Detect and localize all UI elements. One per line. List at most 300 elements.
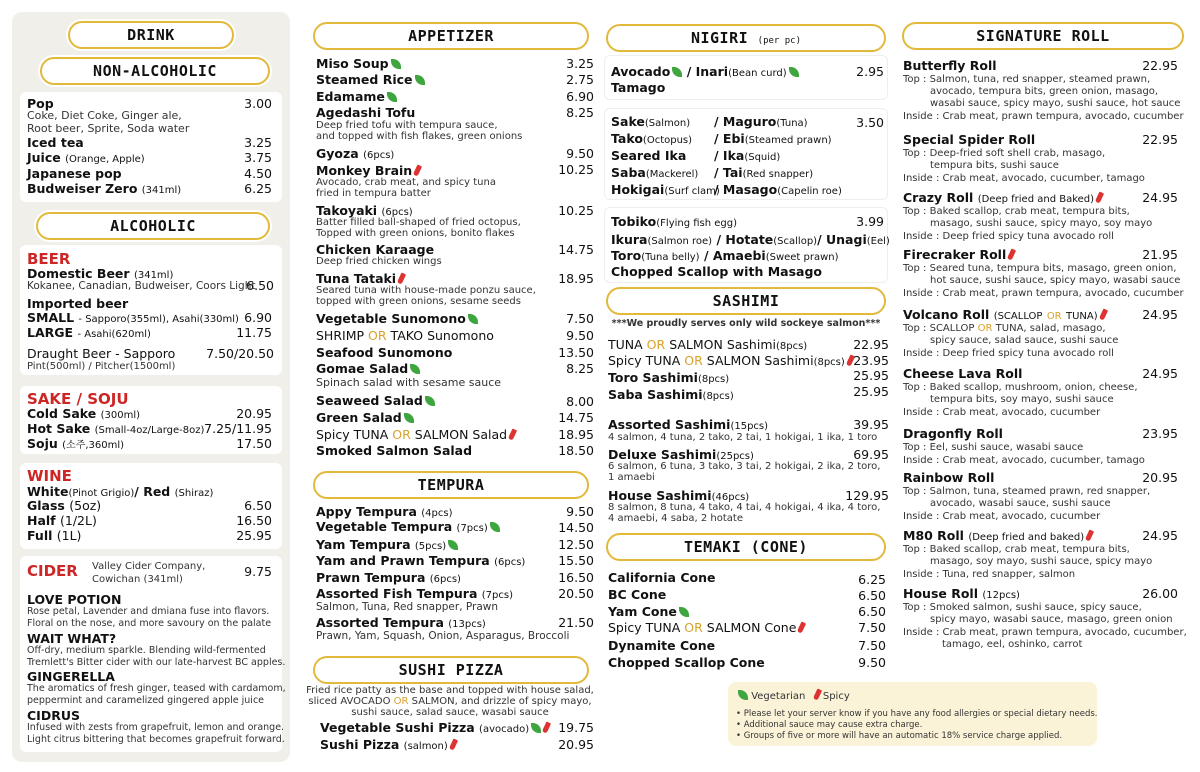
avocado-text: sliced AVOCADO: [308, 696, 391, 707]
signature-roll-top-2: tempura bits, sushi sauce: [930, 160, 1059, 171]
appy-tempura-price: 9.50: [566, 504, 594, 519]
signature-roll-price: 24.95: [1142, 307, 1178, 322]
signature-roll-top-2: hot sauce, sushi sauce, spicy mayo, wasabi sauce: [930, 275, 1181, 286]
budweiser-zero-label: Budweiser Zero: [27, 181, 138, 196]
yam-tempura-price: 12.50: [558, 537, 594, 552]
nigiri-row-2-note2: (Steamed prawn): [744, 135, 832, 146]
yam-prawn-tempura: [316, 553, 525, 570]
nigiri-row-5-right: [714, 182, 842, 199]
signature-roll-inside: Inside : Deep fried spicy tuna avocado roll: [903, 348, 1114, 359]
prawn-tempura: [316, 570, 461, 587]
vegetable-sunomono-name: Vegetable Sunomono: [316, 311, 466, 326]
nigiri-row-5-left: [611, 182, 720, 199]
large-beer-price: 11.75: [236, 325, 272, 340]
signature-roll-item: [903, 190, 1102, 207]
green-salad-price: 14.75: [558, 410, 594, 425]
chicken-karaage-name: Chicken Karaage: [316, 242, 435, 257]
nigiri-avocado-inari: [611, 64, 799, 81]
assorted-tempura-desc: Prawn, Yam, Squash, Onion, Asparagus, Broccoli: [316, 630, 570, 642]
small-beer-label: SMALL: [27, 310, 75, 325]
small-beer-desc: - Sapporo(355ml), Asahi(330ml): [78, 314, 239, 325]
assorted-fish-tempura-desc: Salmon, Tuna, Red snapper, Prawn: [316, 601, 499, 613]
gomae-salad-price: 8.25: [566, 361, 594, 376]
yam-prawn-tempura-name: Yam and Prawn Tempura: [316, 553, 490, 568]
note-allergy: • Please let your server know if you have any food allergies or special dietary needs.: [736, 709, 1098, 719]
or-label: OR: [684, 353, 703, 368]
nigiri-row-4-name2: / Tai: [714, 165, 743, 180]
domestic-beer-desc: Kokanee, Canadian, Budweiser, Coors Light: [27, 280, 256, 292]
nigiri-row-1-right: [714, 114, 808, 131]
saba-sashimi-name: Saba Sashimi: [608, 387, 703, 402]
cider-heading: CIDER: [27, 562, 78, 580]
monkey-brain-desc-2: fried in tempura batter: [316, 188, 431, 199]
spicy-tuna-label: Spicy TUNA: [608, 353, 681, 368]
signature-roll-price: 24.95: [1142, 366, 1178, 381]
house-sashimi-price: 129.95: [845, 488, 889, 503]
vegetarian-leaf-icon: [410, 364, 420, 374]
signature-roll-top-1: Top : Salmon, tuna, red snapper, steamed prawn,: [903, 74, 1151, 85]
juice-name: [27, 150, 145, 167]
nigiri-row-4-name: Saba: [611, 165, 646, 180]
nigiri-row-4-note: (Mackerel): [645, 169, 699, 180]
signature-roll-item: [903, 58, 997, 73]
nigiri-row-2-right: [714, 131, 832, 148]
gomae-salad-name: Gomae Salad: [316, 361, 409, 376]
vegetarian-leaf-icon: [490, 522, 500, 532]
dynamite-cone-price: 7.50: [858, 638, 886, 653]
salmon-salad-label: SALMON Salad: [414, 427, 508, 442]
nigiri-group-2-price: 3.50: [856, 115, 884, 130]
assorted-sashimi-name: Assorted Sashimi: [608, 417, 731, 432]
assorted-sashimi-desc: 4 salmon, 4 tuna, 2 tako, 2 tai, 1 hokigai, 1 ika, 1 toro: [608, 432, 878, 443]
signature-roll-name: Firecraker Roll: [903, 247, 1007, 262]
signature-roll-name: Crazy Roll: [903, 190, 974, 205]
temaki-title: TEMAKI (CONE): [606, 533, 886, 561]
domestic-beer-price: 6.50: [246, 278, 274, 293]
bc-cone-name: BC Cone: [608, 587, 667, 602]
smoked-salmon-salad-name: Smoked Salmon Salad: [316, 443, 473, 458]
or-label: OR: [392, 427, 411, 442]
chopped-scallop-cone-price: 9.50: [858, 655, 886, 670]
signature-roll-inside-2: tamago, eel, oshinko, carrot: [942, 639, 1083, 650]
vegetable-sushi-pizza: [320, 720, 549, 737]
signature-roll-top-3: wasabi sauce, spicy mayo, sushi sauce, hot sauce: [930, 98, 1181, 109]
agedashi-tofu-price: 8.25: [566, 105, 594, 120]
signature-roll-note: (Deep fried and baked): [968, 532, 1085, 543]
appy-tempura-name: Appy Tempura: [316, 504, 417, 519]
amaebi-note: (Sweet prawn): [765, 252, 839, 263]
nigiri-row-5-note: (Surf clam): [664, 186, 720, 197]
signature-roll-item: [903, 366, 1022, 381]
signature-roll-inside: Inside : Crab meat, avocado, cucumber: [903, 511, 1101, 522]
signature-roll-name: Special Spider Roll: [903, 132, 1036, 147]
signature-roll-top-1: Top : Smoked salmon, sushi sauce, spicy sauce,: [903, 602, 1142, 613]
spicy-tuna-salmon-salad-price: 18.95: [558, 427, 594, 442]
vegetarian-leaf-icon: [404, 413, 414, 423]
yam-tempura: [316, 537, 458, 554]
ikura-hotate-unagi: [611, 232, 890, 249]
full-label: Full: [27, 528, 53, 543]
vegetable-sushi-pizza-name: Vegetable Sushi Pizza: [320, 720, 475, 735]
deluxe-sashimi-desc-2: 1 amaebi: [608, 472, 655, 483]
ikura-label: Ikura: [611, 232, 648, 247]
sushi-pizza-desc-1: Fried rice patty as the base and topped with house salad,: [306, 685, 594, 696]
spicy-tuna-salmon-cone-price: 7.50: [858, 620, 886, 635]
tako-sunomono-label: TAKO Sunomono: [390, 328, 494, 343]
signature-roll-top-1: Top : Baked scallop, crab meat, tempura bits,: [903, 206, 1130, 217]
appetizer-title: APPETIZER: [313, 22, 589, 50]
red-label: / Red: [134, 484, 171, 499]
red-note: (Shiraz): [174, 488, 214, 499]
signature-roll-top-1: Top : Baked scallop, crab meat, tempura bits,: [903, 544, 1130, 555]
soju-label: Soju: [27, 436, 58, 451]
signature-roll-inside: Inside : Crab meat, avocado, cucumber, tamago: [903, 455, 1145, 466]
half-label: Half: [27, 513, 56, 528]
nigiri-row-1-note: (Salmon): [644, 118, 691, 129]
appetizer-green-salad: [316, 410, 414, 425]
half-name: [27, 513, 97, 528]
signature-roll-item: [903, 586, 1020, 603]
pop-name: Pop: [27, 96, 54, 111]
appy-tempura-note: (4pcs): [421, 508, 453, 519]
shrimp-label: SHRIMP: [316, 328, 365, 343]
tempura-title: TEMPURA: [313, 471, 589, 499]
signature-roll-name: Volcano Roll: [903, 307, 990, 322]
prawn-tempura-name: Prawn Tempura: [316, 570, 426, 585]
large-beer-desc: - Asahi(620ml): [77, 329, 151, 340]
large-beer-name: [27, 325, 151, 342]
vegetarian-leaf-icon: [387, 92, 397, 102]
tamago-label: Tamago: [611, 80, 666, 95]
glass-name: [27, 498, 101, 513]
shrimp-tako-sunomono-price: 9.50: [566, 328, 594, 343]
saba-sashimi: [608, 387, 734, 404]
signature-roll-note: (Deep fried and Baked): [977, 194, 1095, 205]
signature-roll-item: [903, 528, 1092, 545]
white-label: White: [27, 484, 69, 499]
salmon-cone-label: SALMON Cone: [706, 620, 797, 635]
imported-beer-heading: Imported beer: [27, 296, 129, 311]
legend: [736, 689, 850, 703]
signature-roll-top-2: spicy mayo, wasabi sauce, masago, green onion: [930, 614, 1173, 625]
signature-roll-name: M80 Roll: [903, 528, 964, 543]
hotate-label: / Hotate: [716, 232, 774, 247]
hot-sake-note: (Small-4oz/Large-8oz): [94, 425, 205, 436]
top-a: Top : SCALLOP: [903, 323, 975, 334]
cold-sake-label: Cold Sake: [27, 406, 97, 421]
seaweed-salad-name: Seaweed Salad: [316, 393, 423, 408]
signature-roll-note: (12pcs): [982, 590, 1020, 601]
agedashi-tofu-name: Agedashi Tofu: [316, 105, 416, 120]
appetizer-vegetable-sunomono: [316, 311, 478, 326]
tuna-tataki-price: 18.95: [558, 271, 594, 286]
steamed-rice-price: 2.75: [566, 72, 594, 87]
cider-desc-love-potion-1: Rose petal, Lavender and dmiana fuse into flavors.: [27, 606, 270, 617]
signature-roll-top-1: Top : Salmon, tuna, steamed prawn, red snapper,: [903, 486, 1151, 497]
nigiri-row-5-note2: (Capelin roe): [777, 186, 842, 197]
toro-note: (Tuna belly): [641, 252, 700, 263]
spicy-chili-icon: [508, 428, 517, 440]
spicy-chili-icon: [397, 272, 406, 284]
cider-name-love-potion: LOVE POTION: [27, 592, 122, 607]
soju-price: 17.50: [236, 436, 272, 451]
signature-roll-price: 22.95: [1142, 58, 1178, 73]
tobiko: [611, 214, 737, 231]
budweiser-zero-price: 6.25: [244, 181, 272, 196]
draught-beer-name: Draught Beer - Sapporo: [27, 346, 176, 361]
nigiri-row-4-note2: (Red snapper): [742, 169, 814, 180]
nigiri-row-2-name: Tako: [611, 131, 643, 146]
takoyaki-name: Takoyaki: [316, 203, 378, 218]
full-note: (1L): [56, 528, 82, 543]
nigiri-row-5-name2: / Masago: [714, 182, 778, 197]
tobiko-price: 3.99: [856, 214, 884, 229]
soju-note: (소주,360ml): [62, 440, 125, 451]
appetizer-miso-soup: [316, 56, 401, 71]
deluxe-sashimi-name: Deluxe Sashimi: [608, 447, 717, 462]
sushi-pizza-desc-3: sushi sauce, salad sauce, wasabi sauce: [351, 707, 549, 718]
gyoza-price: 9.50: [566, 146, 594, 161]
signature-roll-top-2: avocado, wasabi sauce, sushi sauce: [930, 498, 1111, 509]
dynamite-cone-name: Dynamite Cone: [608, 638, 716, 653]
miso-soup-price: 3.25: [566, 56, 594, 71]
cider-desc-wait-what-1: Off-dry, medium sparkle. Blending wild-fermented: [27, 645, 266, 656]
domestic-beer-note: (341ml): [133, 270, 174, 281]
appetizer-seaweed-salad: [316, 393, 435, 408]
appetizer-gomae-salad: [316, 361, 420, 376]
nigiri-row-3-name: Seared Ika: [611, 148, 687, 163]
juice-label: Juice: [27, 150, 61, 165]
assorted-tempura-note: (13pcs): [448, 619, 486, 630]
vegetarian-leaf-icon: [789, 67, 799, 77]
chopped-scallop-masago: Chopped Scallop with Masago: [611, 264, 822, 279]
sushi-pizza: [320, 737, 456, 754]
pop-price: 3.00: [244, 96, 272, 111]
tuna-label: TUNA: [608, 337, 643, 352]
takoyaki-desc-1: Batter filled ball-shaped of fried octopus,: [316, 217, 521, 228]
signature-roll-note-2: TUNA): [1066, 311, 1098, 322]
assorted-tempura-name: Assorted Tempura: [316, 615, 444, 630]
tuna-salmon-sashimi: [608, 337, 807, 354]
vegetarian-leaf-icon: [672, 67, 682, 77]
gyoza-note: (6pcs): [363, 150, 395, 161]
takoyaki-note: (6pcs): [381, 207, 413, 218]
budweiser-zero-note: (341ml): [141, 185, 182, 196]
hotate-note: (Scallop): [773, 236, 818, 247]
half-price: 16.50: [236, 513, 272, 528]
white-note: (Pinot Grigio): [68, 488, 135, 499]
juice-price: 3.75: [244, 150, 272, 165]
signature-roll-name: Butterfly Roll: [903, 58, 997, 73]
signature-roll-top-1: Top : Seared tuna, tempura bits, masago, green onion,: [903, 263, 1177, 274]
tuna-tataki-desc-1: Seared tuna with house-made ponzu sauce,: [316, 285, 536, 296]
cider-name-wait-what: WAIT WHAT?: [27, 631, 117, 646]
nigiri-row-2-note: (Octopus): [642, 135, 693, 146]
nigiri-row-5-name: Hokigai: [611, 182, 665, 197]
signature-roll-name: House Roll: [903, 586, 978, 601]
signature-roll-price: 26.00: [1142, 586, 1178, 601]
drink-title: DRINK: [68, 21, 234, 49]
agedashi-tofu-desc-2: and topped with fish flakes, green onions: [316, 131, 523, 142]
house-sashimi-note: (46pcs): [711, 492, 750, 503]
nigiri-row-3-note2: (Squid): [744, 152, 781, 163]
nigiri-group-1-price: 2.95: [856, 64, 884, 79]
note-service-charge: • Groups of five or more will have an automatic 18% service charge applied.: [736, 731, 1063, 741]
note-service-charge-text: Groups of five or more will have an automatic 18% service charge applied.: [743, 731, 1063, 741]
signature-roll-inside: Inside : Crab meat, prawn tempura, avocado, cucumber,: [903, 627, 1187, 638]
signature-roll-top-2: masago, soy mayo, sushi sauce, spicy mayo: [930, 556, 1153, 567]
draught-beer-desc: Pint(500ml) / Pitcher(1500ml): [27, 361, 176, 372]
toro-sashimi-note: (8pcs): [697, 374, 730, 385]
or-label: OR: [1046, 311, 1062, 322]
salmon-sashimi-label: SALMON Sashimi: [669, 337, 776, 352]
saba-sashimi-note: (8pcs): [702, 391, 734, 402]
nigiri-row-3-right: [714, 148, 780, 165]
chicken-karaage-price: 14.75: [558, 242, 594, 257]
takoyaki-price: 10.25: [558, 203, 594, 218]
signature-roll-name: Rainbow Roll: [903, 470, 995, 485]
japanese-pop-price: 4.50: [244, 166, 272, 181]
prawn-tempura-price: 16.50: [558, 570, 594, 585]
signature-roll-inside: Inside : Crab meat, avocado, cucumber, tamago: [903, 173, 1145, 184]
glass-price: 6.50: [244, 498, 272, 513]
cold-sake-price: 20.95: [236, 406, 272, 421]
nigiri-label: NIGIRI: [690, 29, 749, 47]
vegetarian-leaf-icon: [738, 690, 748, 700]
note-sauce-text: Additional sauce may cause extra charge.: [743, 720, 923, 730]
tuna-salmon-sashimi-note: (8pcs): [775, 341, 808, 352]
non-alcoholic-title: NON-ALCOHOLIC: [40, 57, 270, 85]
vegetarian-leaf-icon: [468, 314, 478, 324]
cider-name-cidrus: CIDRUS: [27, 708, 80, 723]
assorted-fish-tempura-name: Assorted Fish Tempura: [316, 586, 478, 601]
chicken-karaage-desc: Deep fried chicken wings: [316, 256, 442, 267]
salmon-sashimi-label: SALMON Sashimi: [706, 353, 814, 368]
sushi-pizza-price: 20.95: [558, 737, 594, 752]
prawn-tempura-note: (6pcs): [429, 574, 461, 585]
gomae-salad-desc: Spinach salad with sesame sauce: [316, 376, 502, 389]
legend-vegetarian: Vegetarian: [751, 691, 806, 702]
appetizer-tuna-tataki: [316, 271, 404, 286]
inari-label: / Inari: [686, 64, 729, 79]
ikura-note: (Salmon roe): [647, 236, 713, 247]
vegetarian-leaf-icon: [425, 396, 435, 406]
signature-roll-top-1: Top : Eel, sushi sauce, wasabi sauce: [903, 442, 1084, 453]
nigiri-row-1-name: Sake: [611, 114, 645, 129]
deluxe-sashimi-price: 69.95: [853, 447, 889, 462]
tobiko-name: Tobiko: [611, 214, 657, 229]
miso-soup-name: Miso Soup: [316, 56, 389, 71]
spicy-chili-icon: [813, 688, 822, 700]
juice-note: (Orange, Apple): [65, 154, 145, 165]
cider-desc-1: Valley Cider Company,: [92, 561, 206, 572]
signature-roll-item: [903, 426, 1003, 441]
cider-desc-love-potion-2: Floral on the nose, and more savoury on the palate: [27, 618, 272, 629]
toro-sashimi-name: Toro Sashimi: [608, 370, 698, 385]
amaebi-label: / Amaebi: [703, 248, 766, 263]
vegetable-sushi-pizza-price: 19.75: [558, 720, 594, 735]
signature-roll-name: Dragonfly Roll: [903, 426, 1003, 441]
nigiri-row-2-name2: / Ebi: [714, 131, 745, 146]
deluxe-sashimi-desc-1: 6 salmon, 6 tuna, 3 tako, 3 tai, 2 hokigai, 2 ika, 2 toro,: [608, 461, 881, 472]
bc-cone-price: 6.50: [858, 588, 886, 603]
cider-price: 9.75: [244, 564, 272, 579]
signature-roll-name: Cheese Lava Roll: [903, 366, 1023, 381]
monkey-brain-desc-1: Avocado, crab meat, and spicy tuna: [316, 177, 496, 188]
appetizer-gyoza: [316, 146, 394, 163]
signature-roll-top-1: [903, 323, 1106, 335]
signature-roll-note: (SCALLOP: [993, 311, 1043, 322]
yam-prawn-tempura-price: 15.50: [558, 553, 594, 568]
toro-sashimi: [608, 370, 729, 387]
steamed-rice-name: Steamed Rice: [316, 72, 413, 87]
signature-roll-price: 21.95: [1142, 247, 1178, 262]
vegetable-sushi-pizza-note: (avocado): [479, 724, 530, 735]
signature-roll-price: 20.95: [1142, 470, 1178, 485]
monkey-brain-price: 10.25: [558, 162, 594, 177]
iced-tea-name: Iced tea: [27, 135, 84, 150]
saba-sashimi-price: 25.95: [853, 384, 889, 399]
cider-name-gingerella: GINGERELLA: [27, 669, 115, 684]
assorted-sashimi-price: 39.95: [853, 417, 889, 432]
vegetable-sunomono-price: 7.50: [566, 311, 594, 326]
pop-desc-1: Coke, Diet Coke, Ginger ale,: [27, 109, 182, 122]
cold-sake-note: (300ml): [100, 410, 141, 421]
monkey-brain-name: Monkey Brain: [316, 163, 413, 178]
sashimi-subtitle: ***We proudly serves only wild sockeye salmon***: [611, 318, 881, 329]
agedashi-tofu-desc-1: Deep fried tofu with tempura sauce,: [316, 120, 498, 131]
wine-heading: WINE: [27, 467, 72, 485]
half-note: (1/2L): [59, 513, 97, 528]
glass-label: Glass: [27, 498, 65, 513]
nigiri-row-4-right: [714, 165, 813, 182]
signature-roll-top-1: Top : Deep-fried soft shell crab, masago,: [903, 148, 1106, 159]
signature-roll-price: 22.95: [1142, 132, 1178, 147]
note-allergy-text: Please let your server know if you have any food allergies or special dietary needs.: [743, 709, 1098, 719]
sushi-pizza-name: Sushi Pizza: [320, 737, 400, 752]
note-sauce: • Additional sauce may cause extra charge.: [736, 720, 923, 730]
appetizer-shrimp-tako-sunomono: [316, 328, 494, 343]
spicy-chili-icon: [1085, 529, 1094, 541]
toro-label: Toro: [611, 248, 642, 263]
assorted-sashimi-note: (15pcs): [730, 421, 769, 432]
pop-desc-2: Root beer, Sprite, Soda water: [27, 122, 190, 135]
budweiser-zero-name: [27, 181, 181, 198]
signature-roll-inside: Inside : Crab meat, prawn tempura, avocado, cucumber: [903, 288, 1184, 299]
vegetarian-leaf-icon: [415, 75, 425, 85]
draught-beer-price: 7.50/20.50: [206, 346, 274, 361]
vegetable-tempura-name: Vegetable Tempura: [316, 519, 453, 534]
spicy-chili-icon: [797, 621, 806, 633]
nigiri-row-2-left: [611, 131, 692, 148]
tuna-tataki-name: Tuna Tataki: [316, 271, 397, 286]
tobiko-note: (Flying fish egg): [656, 218, 738, 229]
full-name: [27, 528, 81, 543]
large-beer-label: LARGE: [27, 325, 74, 340]
vegetarian-leaf-icon: [391, 59, 401, 69]
signature-roll-price: 24.95: [1142, 528, 1178, 543]
house-sashimi-desc-2: 4 amaebi, 4 saba, 2 hotate: [608, 513, 744, 524]
cider-desc-cidrus-1: Infused with zests from grapefruit, lemon and orange.: [27, 722, 285, 733]
appetizer-spicy-tuna-salmon-salad: [316, 427, 515, 442]
signature-roll-price: 24.95: [1142, 190, 1178, 205]
nigiri-row-1-left: [611, 114, 690, 131]
legend-spicy: Spicy: [822, 691, 850, 702]
beer-heading: BEER: [27, 250, 71, 268]
soju-name: [27, 436, 124, 453]
nigiri-row-3-name2: / Ika: [714, 148, 745, 163]
assorted-tempura-price: 21.50: [558, 615, 594, 630]
